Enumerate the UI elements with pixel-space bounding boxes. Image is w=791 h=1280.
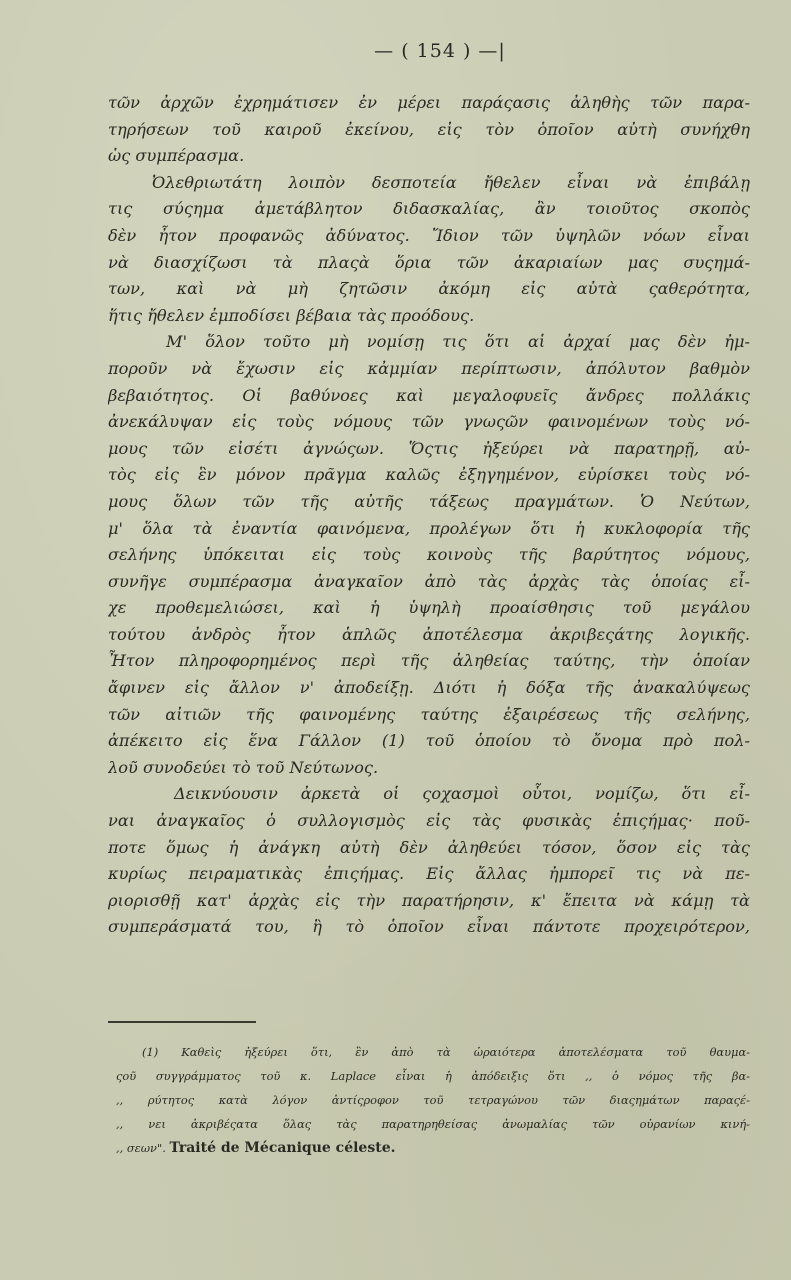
text-line: τῶν ἀρχῶν ἐχρημάτισεν ἐν μέρει παράςασις ἀληθὴς τῶν παρα- xyxy=(108,93,750,112)
text-line: βεβαιότητος. Οἱ βαθύνοες καὶ μεγαλοφυεῖς ἄνδρες πολλάκις xyxy=(108,385,750,405)
text-line: μους τῶν εἰσέτι ἀγνώςων. Ὅςτις ἠξεύρει νὰ παρατηρῇ, αὐ- xyxy=(108,438,750,458)
text-line: χε προθεμελιώσει, καὶ ἡ ὑψηλὴ προαίσθησις τοῦ μεγάλου xyxy=(108,598,750,618)
text-line: δὲν ἦτον προφανῶς ἀδύνατος. Ἴδιον τῶν ὑψηλῶν νόων εἶναι xyxy=(108,225,750,245)
text-line: νὰ διασχίζωσι τὰ πλαςὰ ὅρια τῶν ἀκαριαίων μας συςημά- xyxy=(108,252,750,272)
reference-title: Traité de Mécanique céleste. xyxy=(169,1140,396,1156)
text-line: τούτου ἀνδρὸς ἦτον ἁπλῶς ἀποτέλεσμα ἀκριβεςάτης λογικῆς. xyxy=(108,624,750,644)
text-line: των, καὶ νὰ μὴ ζητῶσιν ἀκόμη εἰς αὐτὰ ςαθερότητα, xyxy=(108,279,750,299)
footnote-line: ,, νει ἀκριβέςατα ὅλας τὰς παρατηρηθείσας ἀνωμαλίας τῶν οὐρανίων κινή- xyxy=(116,1117,750,1131)
footnote-line-text: ,, σεων". xyxy=(116,1141,166,1155)
text-line: Ὀλεθριωτάτη λοιπὸν δεσποτεία ἤθελεν εἶναι νὰ ἐπιβάλῃ xyxy=(152,172,750,192)
text-line: ναι ἀναγκαῖος ὁ συλλογισμὸς εἰς τὰς φυσικὰς ἐπιςήμας· ποῦ- xyxy=(108,811,750,831)
text-line: τὸς εἰς ἓν μόνον πρᾶγμα καλῶς ἐξηγημένον, εὑρίσκει τοὺς νό- xyxy=(108,465,750,485)
text-line: Δεικνύουσιν ἀρκετὰ οἱ ςοχασμοὶ οὗτοι, νομίζω, ὅτι εἶ- xyxy=(174,784,750,804)
text-line: μους ὅλων τῶν τῆς αὐτῆς τάξεως πραγμάτων. Ὁ Νεύτων, xyxy=(108,491,750,511)
text-line: Ἦτον πληροφορημένος περὶ τῆς ἀληθείας ταύτης, τὴν ὁποίαν xyxy=(108,651,750,671)
text-line: ἀνεκάλυψαν εἰς τοὺς νόμους τῶν γνωςῶν φαινομένων τοὺς νό- xyxy=(108,412,750,432)
footnote-line: ςοῦ συγγράμματος τοῦ κ. Laplace εἶναι ἡ ἀπόδειξις ὅτι ,, ὁ νόμος τῆς βα- xyxy=(116,1069,750,1083)
text-line: σελήνης ὑπόκειται εἰς τοὺς κοινοὺς τῆς βαρύτητος νόμους, xyxy=(108,545,750,565)
text-line: συμπεράσματά του, ἢ τὸ ὁποῖον εἶναι πάντοτε προχειρότερον, xyxy=(108,917,750,937)
text-line: ἀπέκειτο εἰς ἕνα Γάλλον (1) τοῦ ὁποίου τὸ ὄνομα πρὸ πολ- xyxy=(108,731,750,751)
text-line: λοῦ συνοδεύει τὸ τοῦ Νεύτωνος. xyxy=(108,757,379,777)
footnote-line: (1) Καθεὶς ἠξεύρει ὅτι, ἓν ἀπὸ τὰ ὡραιότερα ἀποτελέσματα τοῦ θαυμα- xyxy=(142,1045,750,1059)
text-line: ποτε ὅμως ἡ ἀνάγκη αὐτὴ δὲν ἀληθεύει τόσον, ὅσον εἰς τὰς xyxy=(108,837,750,857)
footnote-divider xyxy=(108,1021,256,1023)
text-line: τις σύςημα ἀμετάβλητον διδασκαλίας, ἂν τοιοῦτος σκοπὸς xyxy=(108,199,750,219)
text-line: μ' ὅλα τὰ ἐναντία φαινόμενα, προλέγων ὅτι ἡ κυκλοφορία τῆς xyxy=(108,518,750,538)
text-line: ἥτις ἤθελεν ἐμποδίσει βέβαια τὰς προόδους. xyxy=(108,305,475,325)
text-line: ὡς συμπέρασμα. xyxy=(108,146,245,166)
footnote-line-last xyxy=(108,1136,750,1160)
text-line: τῶν αἰτιῶν τῆς φαινομένης ταύτης ἐξαιρέσεως τῆς σελήνης, xyxy=(108,704,750,724)
text-line: ποροῦν νὰ ἔχωσιν εἰς κἀμμίαν περίπτωσιν, ἀπόλυτον βαθμὸν xyxy=(108,358,750,378)
text-line: τηρήσεων τοῦ καιροῦ ἐκείνου, εἰς τὸν ὁποῖον αὐτὴ συνήχθη xyxy=(108,119,750,139)
text-line: ἄφινεν εἰς ἄλλον ν' ἀποδείξῃ. Διότι ἡ δόξα τῆς ἀνακαλύψεως xyxy=(108,678,750,698)
text-line: συνῆγε συμπέρασμα ἀναγκαῖον ἀπὸ τὰς ἀρχὰς τὰς ὁποίας εἶ- xyxy=(108,571,750,591)
footnote-line: ,, ρύτητος κατὰ λόγον ἀντίςροφον τοῦ τετραγώνου τῶν διαςημάτων παραςέ- xyxy=(116,1093,750,1107)
text-line: ριορισθῇ κατ' ἀρχὰς εἰς τὴν παρατήρησιν, κ' ἔπειτα νὰ κάμῃ τὰ xyxy=(108,890,750,910)
text-line: Μ' ὅλον τοῦτο μὴ νομίσῃ τις ὅτι αἱ ἀρχαί μας δὲν ἠμ- xyxy=(166,332,750,352)
main-text xyxy=(108,90,750,941)
page-number: — ( 154 ) —| xyxy=(374,40,506,62)
footnote xyxy=(108,1040,750,1160)
text-line: κυρίως πειραματικὰς ἐπιςήμας. Εἰς ἄλλας ἠμπορεῖ τις νὰ πε- xyxy=(108,864,750,884)
